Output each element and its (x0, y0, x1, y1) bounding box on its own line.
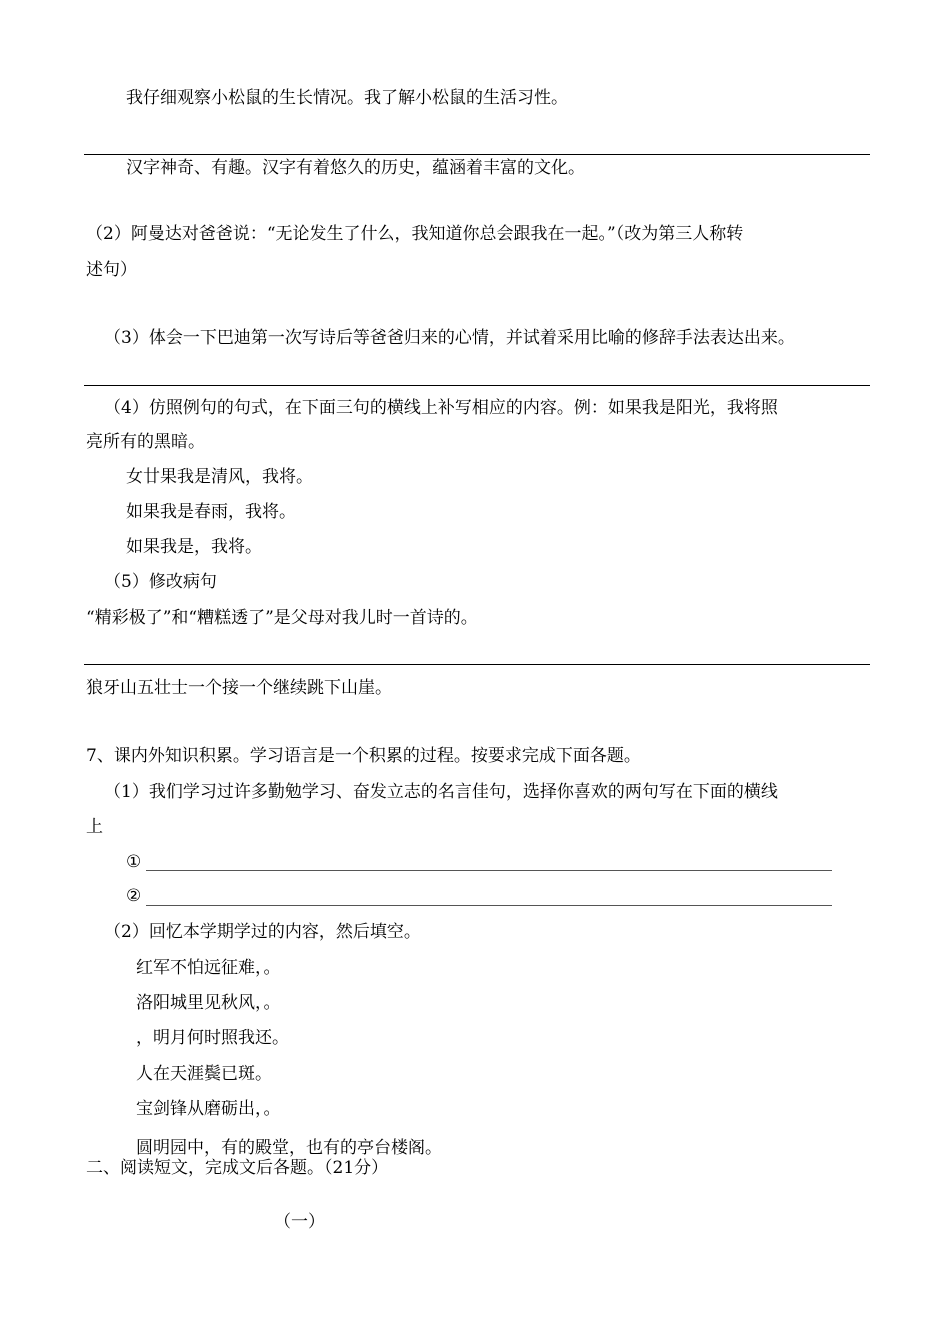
question-4-item-2: 如果我是春雨，我将。 (126, 502, 296, 522)
question-4-item-1: 女廿果我是清风，我将。 (126, 467, 313, 487)
poem-line-4: 人在天涯鬓已斑。 (136, 1064, 272, 1084)
question-7-1-cont: 上 (86, 817, 103, 837)
answer-line (84, 385, 870, 386)
question-7: 7、课内外知识积累。学习语言是一个积累的过程。按要求完成下面各题。 (86, 746, 641, 766)
blank-marker-1: ① (126, 852, 142, 872)
poem-line-2: 洛阳城里见秋风，。 (136, 993, 281, 1013)
question-4-item-3: 如果我是，我将。 (126, 537, 262, 557)
question-5: （5）修改病句 (104, 572, 217, 592)
sentence-1: 我仔细观察小松鼠的生长情况。我了解小松鼠的生活习性。 (126, 88, 568, 108)
fill-line-1 (146, 870, 832, 871)
poem-line-1: 红军不怕远征难，。 (136, 958, 281, 978)
question-7-1: （1）我们学习过许多勤勉学习、奋发立志的名言佳句，选择你喜欢的两句写在下面的横线 (104, 782, 778, 802)
answer-line (84, 664, 870, 665)
question-2: （2）阿曼达对爸爸说：“无论发生了什么，我知道你总会跟我在一起。”（改为第三人称转 (86, 224, 744, 244)
question-3: （3）体会一下巴迪第一次写诗后等爸爸归来的心情，并试着采用比喻的修辞手法表达出来。 (104, 328, 795, 348)
question-2-cont: 述句） (86, 260, 137, 280)
section-2-title: 二、阅读短文，完成文后各题。（21分） (86, 1158, 389, 1178)
fill-line-2 (146, 905, 832, 906)
question-4-cont: 亮所有的黑暗。 (86, 432, 205, 452)
poem-line-5: 宝剑锋从磨砺出，。 (136, 1099, 281, 1119)
faulty-sentence-1: “精彩极了”和“糟糕透了”是父母对我儿时一首诗的。 (86, 608, 478, 628)
answer-line (84, 154, 870, 155)
faulty-sentence-2: 狼牙山五壮士一个接一个继续跳下山崖。 (86, 678, 392, 698)
blank-marker-2: ② (126, 886, 142, 906)
passage-1-title: （一） (274, 1212, 325, 1232)
question-4: （4）仿照例句的句式，在下面三句的横线上补写相应的内容。例：如果我是阳光，我将照 (104, 398, 778, 418)
poem-line-3: ，明月何时照我还。 (136, 1028, 289, 1048)
poem-line-6: 圆明园中，有的殿堂，也有的亭台楼阁。 (136, 1138, 442, 1158)
question-7-2: （2）回忆本学期学过的内容，然后填空。 (104, 922, 421, 942)
sentence-2: 汉字神奇、有趣。汉字有着悠久的历史，蕴涵着丰富的文化。 (126, 158, 585, 178)
